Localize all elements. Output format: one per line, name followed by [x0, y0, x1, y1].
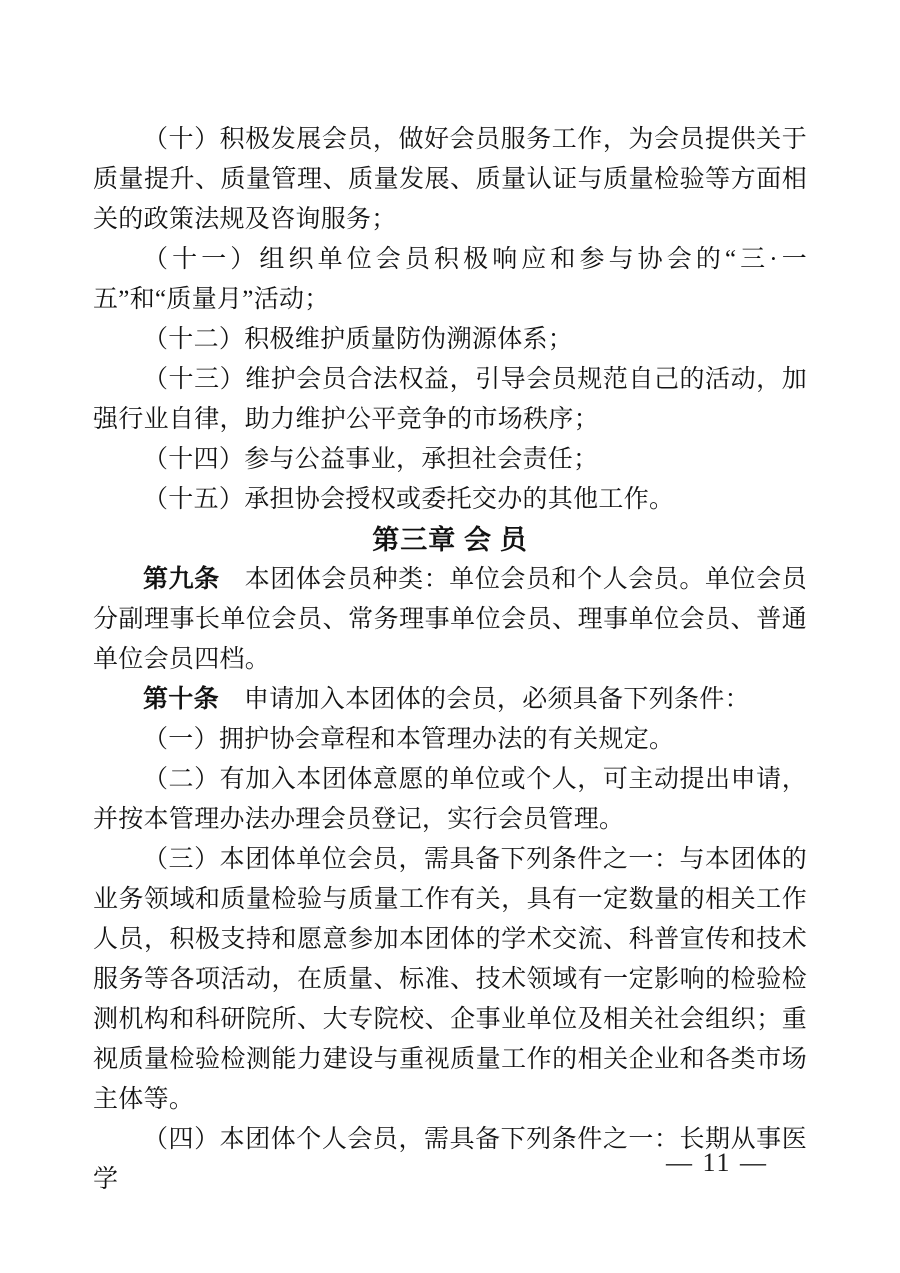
condition-3: （三）本团体单位会员，需具备下列条件之一：与本团体的业务领域和质量检验与质量工作有关，具有一定数量的相关工作人员，积极支持和愿意参加本团体的学术交流、科普宣传和技术服务等各项活动，在质量、标准、技术领域有一定影响的检验检测机构和科研院所、大专院校、企事业单位及相关社会组织；重视质量检验检测能力建设与重视质量工作的相关企业和各类市场主体等。	[93, 846, 807, 1113]
clause-item-13: （十三）维护会员合法权益，引导会员规范自己的活动，加强行业自律，助力维护公平竞争的市场秩序；	[93, 366, 807, 433]
article-9-text: 本团体会员种类：单位会员和个人会员。单位会员分副理事长单位会员、常务理事单位会员、理事单位会员、普通单位会员四档。	[93, 566, 807, 673]
clause-item-11: （十一）组织单位会员积极响应和参与协会的“三·一五”和“质量月”活动；	[93, 246, 807, 313]
article-10-text: 申请加入本团体的会员，必须具备下列条件：	[243, 686, 750, 713]
article-10-number: 第十条	[143, 686, 219, 713]
condition-2: （二）有加入本团体意愿的单位或个人，可主动提出申请，并按本管理办法办理会员登记，实行会员管理。	[93, 766, 807, 833]
chapter-heading: 第三章 会 员	[372, 525, 528, 555]
condition-1: （一）拥护协会章程和本管理办法的有关规定。	[143, 726, 675, 753]
article-9-number: 第九条	[143, 566, 220, 593]
clause-item-12: （十二）积极维护质量防伪溯源体系；	[143, 326, 574, 353]
condition-4: （四）本团体个人会员，需具备下列条件之一：长期从事医学	[93, 1126, 807, 1193]
clause-item-15: （十五）承担协会授权或委托交办的其他工作。	[143, 486, 675, 513]
document-body	[93, 120, 807, 1200]
article-9	[93, 560, 807, 680]
page-number: — 11 —	[665, 1148, 768, 1177]
article-10	[93, 680, 807, 720]
clause-item-14: （十四）参与公益事业，承担社会责任；	[143, 446, 599, 473]
clause-item-10: （十）积极发展会员，做好会员服务工作，为会员提供关于质量提升、质量管理、质量发展、质量认证与质量检验等方面相关的政策法规及咨询服务；	[93, 126, 807, 233]
